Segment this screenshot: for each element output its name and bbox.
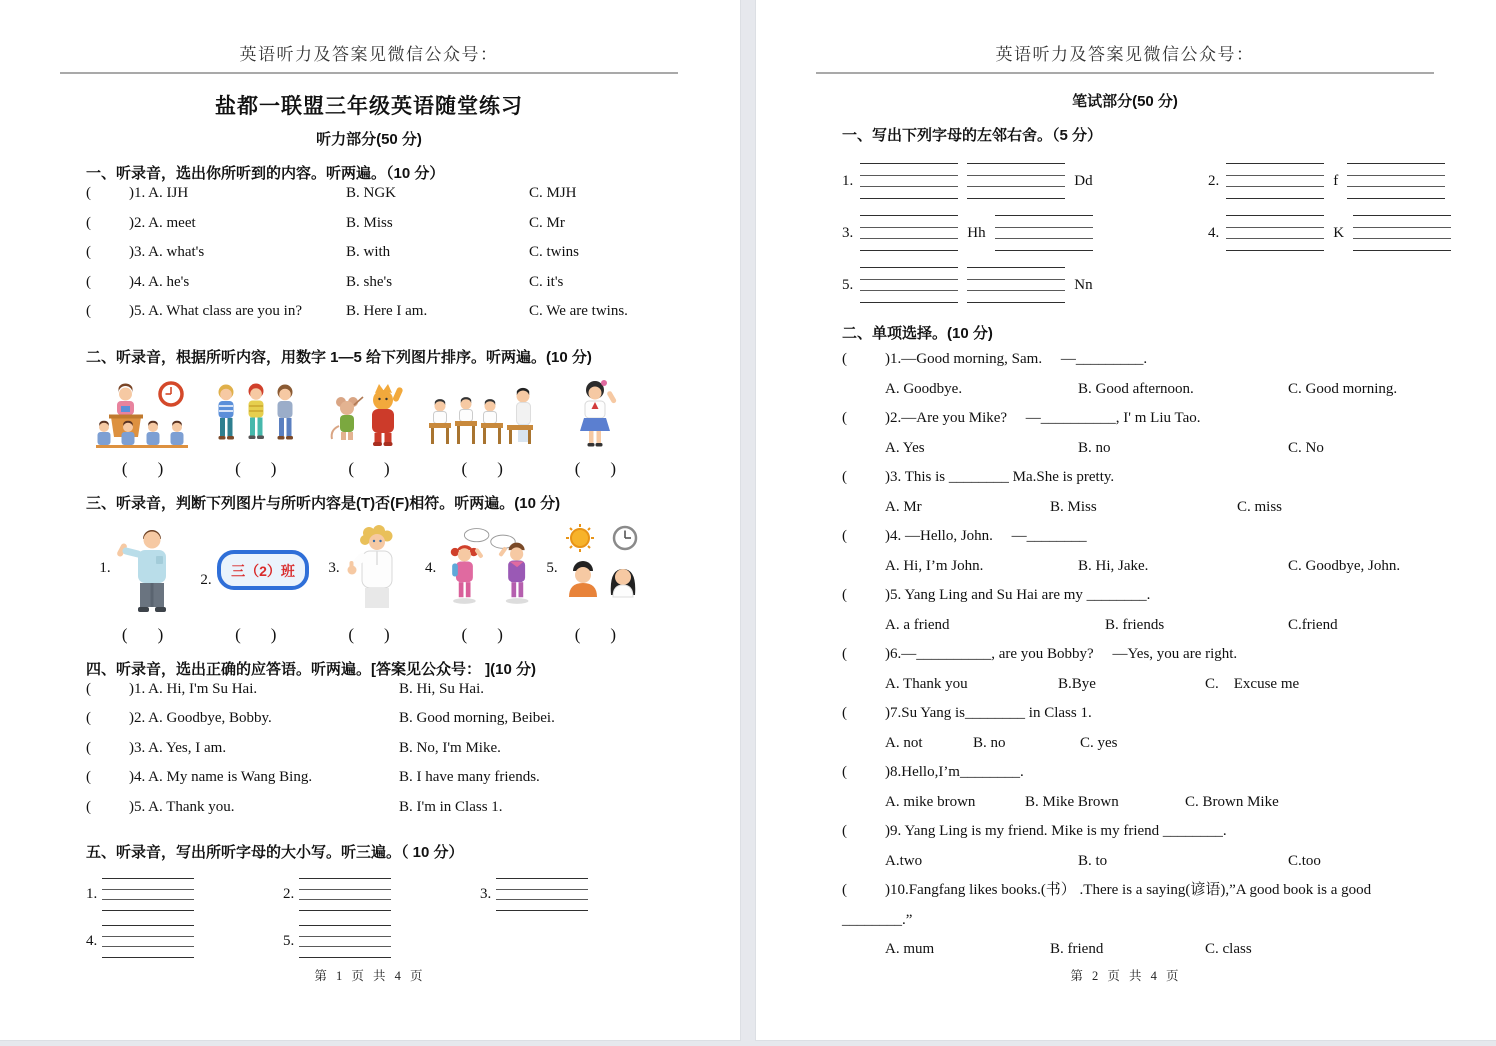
answer-paren: ( (842, 705, 847, 721)
question-10 (842, 876, 1408, 935)
answer-paren: ( (842, 764, 847, 780)
class-3-2-sign (215, 547, 311, 593)
s4-item-3 (86, 740, 652, 770)
four-line-staff (967, 267, 1065, 303)
sun-icon (571, 529, 589, 547)
answer-blank: ( ) (461, 458, 503, 478)
writing-blank-4: 4. (86, 925, 283, 958)
option-a: )2. A. meet (129, 214, 196, 231)
answer-blank: ( ) (574, 624, 617, 644)
option-b: B. to (1078, 852, 1108, 869)
question-stem: )4. —Hello, John. —________ (885, 528, 1087, 544)
option-b: B. Miss (346, 214, 393, 231)
page-2-footer: 第 2 页 共 4 页 (1070, 969, 1182, 983)
option-a: A. Goodbye. (885, 380, 963, 397)
s1-item-2 (86, 215, 652, 245)
s4-item-5 (86, 799, 652, 829)
option-a: A. mike brown (885, 793, 976, 810)
three-kids-illustration (208, 379, 304, 449)
letter-label: Hh (967, 224, 986, 241)
page-header-note: 英语听力及答案见微信公众号： (239, 45, 499, 64)
page-2-content (756, 40, 1496, 965)
header-rule (816, 72, 1434, 74)
option-c: C.friend (1288, 616, 1338, 633)
mouse-cat-illustration (321, 379, 417, 449)
option-b: B. no (1078, 439, 1111, 456)
answer-blank: ( ) (348, 458, 390, 478)
option-b: B. friend (1050, 941, 1104, 957)
option-a: A. a friend (885, 616, 950, 633)
four-line-staff (860, 267, 958, 303)
letter-label: Dd (1074, 172, 1093, 189)
four-line-staff (967, 163, 1065, 199)
option-a: )5. A. Thank you. (129, 798, 235, 815)
question-3 (842, 463, 1408, 493)
question-stem: )6.—__________, are you Bobby? —Yes, you are right. (885, 646, 1238, 662)
four-line-staff (860, 215, 958, 251)
option-a: )5. A. What class are you in? (129, 303, 303, 319)
four-line-staff (299, 878, 391, 911)
letter-item-1: 1. Dd (842, 163, 1142, 199)
question-stem: )8.Hello,I’m________. (885, 764, 1024, 780)
question-stem: )3. This is ________ Ma.She is pretty. (885, 469, 1115, 485)
r-section-1-heading: 一、写出下列字母的左邻右舍。（5 分） (842, 127, 1103, 144)
question-9 (842, 817, 1408, 847)
answer-paren: ( (86, 303, 91, 319)
section-1-heading: 一、听录音，选出你所听到的内容。听两遍。（10 分） (86, 165, 445, 182)
man-waving-illustration (114, 523, 186, 615)
picture-number: 3. (328, 560, 340, 576)
answer-blank: ( ) (121, 458, 164, 478)
option-b: B. Miss (1050, 498, 1097, 515)
option-c: C. it's (529, 273, 564, 290)
option-c: C. yes (1080, 734, 1118, 751)
answer-paren: ( (86, 273, 91, 290)
answer-paren: ( (86, 798, 91, 815)
question-stem: )5. Yang Ling and Su Hai are my ________. (885, 587, 1151, 603)
four-line-staff (299, 925, 391, 958)
picture-class-sign (199, 547, 312, 615)
r-section-2-heading: 二、单项选择。(10 分) (842, 325, 993, 342)
question-8 (842, 758, 1408, 788)
s5-writing-row-1 (86, 878, 652, 911)
option-b: B. no (973, 734, 1006, 751)
section-3-heading: 三、听录音，判断下列图片与所听内容是(T)否(F)相符。听两遍。(10 分) (86, 494, 561, 512)
option-c: C. miss (1237, 498, 1283, 515)
option-a: )3. A. what's (129, 244, 205, 260)
answer-paren: ( (86, 710, 91, 726)
s5-writing-row-2 (86, 925, 652, 958)
writing-blank-5: 5. (283, 925, 480, 958)
option-c: C. No (1288, 439, 1324, 456)
answer-paren: ( (842, 882, 847, 898)
letter-item-3: 3. Hh (842, 215, 1142, 251)
four-line-staff (860, 163, 958, 199)
s3-answer-parens (86, 625, 652, 645)
answer-paren: ( (842, 823, 847, 839)
picture-number: 5. (546, 560, 558, 576)
page-1-content (0, 40, 740, 958)
question-6 (842, 640, 1408, 670)
picture-girl-waving (539, 377, 652, 449)
s4-item-1 (86, 681, 652, 711)
answer-paren: ( (86, 185, 91, 201)
answer-paren: ( (842, 587, 847, 603)
question-2-options (842, 434, 1408, 464)
listening-part-title: 听力部分(50 分) (316, 131, 422, 148)
page-header-note: 英语听力及答案见微信公众号： (995, 45, 1255, 64)
s1-item-4 (86, 274, 652, 304)
answer-paren: ( (86, 680, 91, 697)
option-c: C. Mr (529, 214, 565, 231)
letter-label: Nn (1074, 276, 1093, 293)
question-stem: )1.—Good morning, Sam. —_________. (885, 351, 1148, 367)
letters-row-1 (842, 163, 1408, 199)
option-a: A. Thank you (885, 675, 968, 692)
option-b: B.Bye (1058, 675, 1096, 692)
four-line-staff (102, 878, 194, 911)
option-c: C. twins (529, 244, 580, 260)
option-b: B. Mike Brown (1025, 793, 1119, 810)
picture-mouse-and-cat (312, 379, 425, 449)
s2-answer-parens (86, 459, 652, 479)
question-3-options (842, 493, 1408, 523)
sun-clock-kids-illustration (561, 523, 645, 615)
option-c: C. MJH (529, 185, 577, 201)
section-5-heading: 五、听录音，写出所听字母的大小写。听三遍。（ 10 分） (86, 844, 464, 861)
option-b: B. friends (1105, 616, 1165, 633)
writing-blank-1: 1. (86, 878, 283, 911)
letter-item-5: 5. Nn (842, 267, 1142, 303)
picture-sun-clock-kids (539, 523, 652, 615)
answer-blank: ( ) (121, 624, 164, 644)
page-1 (0, 0, 740, 1040)
two-kids-greeting-illustration (439, 523, 539, 615)
option-a: )1. A. Hi, I'm Su Hai. (129, 680, 258, 697)
boy-thumbs-up-illustration (343, 523, 409, 615)
s1-item-5 (86, 303, 652, 333)
classroom-desks-illustration (427, 379, 537, 449)
answer-paren: ( (842, 528, 847, 544)
option-a: A. mum (885, 941, 935, 957)
option-c: C.too (1288, 852, 1321, 869)
picture-students-at-desks-with-teacher (426, 379, 539, 449)
page-2 (756, 0, 1496, 1040)
section-4-heading: 四、听录音，选出正确的应答语。听两遍。[答案见公众号： ](10 分) (86, 660, 537, 678)
option-a: A.two (885, 852, 923, 869)
option-b: B. I'm in Class 1. (399, 798, 503, 815)
option-b: B. Good morning, Beibei. (399, 710, 555, 726)
question-stem: )7.Su Yang is________ in Class 1. (885, 705, 1092, 721)
answer-paren: ( (86, 214, 91, 231)
letter-label: K (1333, 224, 1345, 241)
s1-item-1 (86, 185, 652, 215)
answer-paren: ( (842, 410, 847, 426)
four-line-staff (102, 925, 194, 958)
section-2-heading: 二、听录音，根据所听内容，用数字 1—5 给下列图片排序。听两遍。(10 分) (86, 348, 592, 366)
answer-blank: ( ) (348, 624, 390, 644)
picture-number: 2. (200, 572, 212, 588)
four-line-staff (1353, 215, 1451, 251)
answer-blank: ( ) (235, 624, 277, 644)
option-a: )4. A. My name is Wang Bing. (129, 769, 313, 785)
question-5 (842, 581, 1408, 611)
option-c: C. We are twins. (529, 303, 628, 319)
question-7-options (842, 729, 1408, 759)
girl-waving-illustration (564, 377, 626, 449)
header-rule (60, 72, 678, 74)
option-b: B. Hi, Su Hai. (399, 680, 485, 697)
answer-blank: ( ) (235, 458, 277, 478)
question-1-options (842, 375, 1408, 405)
option-b: B. with (346, 244, 391, 260)
class-sign-text: 三（2）班 (230, 562, 295, 579)
question-stem: )10.Fangfang likes books.(书） .There is a saying(谚语),”A good book is a good ________.” (842, 882, 1372, 928)
four-line-staff (496, 878, 588, 911)
picture-three-children-talking (199, 379, 312, 449)
s4-item-4 (86, 769, 652, 799)
option-c: C. Brown Mike (1185, 793, 1279, 810)
written-part-title: 笔试部分(50 分) (1072, 93, 1178, 110)
answer-paren: ( (86, 769, 91, 785)
letter-item-4: 4. K (1208, 215, 1460, 251)
answer-paren: ( (86, 244, 91, 260)
question-2 (842, 404, 1408, 434)
option-a: )3. A. Yes, I am. (129, 739, 227, 756)
four-line-staff (1347, 163, 1445, 199)
s3-picture-row (86, 523, 652, 615)
four-line-staff (1226, 163, 1324, 199)
question-stem: )2.—Are you Mike? —__________, I' m Liu Tao. (885, 410, 1201, 426)
question-10-options (842, 935, 1408, 965)
four-line-staff (1226, 215, 1324, 251)
option-c: C. Excuse me (1205, 675, 1300, 692)
option-a: A. Hi, I’m John. (885, 557, 984, 574)
four-line-staff (995, 215, 1093, 251)
answer-paren: ( (842, 469, 847, 485)
question-5-options (842, 611, 1408, 641)
option-c: C. Goodbye, John. (1288, 557, 1401, 574)
s1-item-3 (86, 244, 652, 274)
option-b: B. No, I'm Mike. (399, 739, 501, 756)
question-4 (842, 522, 1408, 552)
s2-picture-row (86, 377, 652, 449)
letters-row-2 (842, 215, 1408, 251)
answer-paren: ( (842, 351, 847, 367)
option-a: )2. A. Goodbye, Bobby. (129, 710, 272, 726)
question-1 (842, 345, 1408, 375)
teacher-lecture-illustration (95, 379, 191, 449)
picture-teacher-lecturing-class (86, 379, 199, 449)
writing-blank-3: 3. (480, 878, 588, 911)
page-title: 盐都一联盟三年级英语随堂练习 (215, 95, 523, 118)
option-b: B. I have many friends. (399, 769, 540, 785)
answer-paren: ( (86, 739, 91, 756)
question-9-options (842, 847, 1408, 877)
option-b: B. Good afternoon. (1078, 380, 1194, 397)
answer-blank: ( ) (461, 624, 503, 644)
question-7 (842, 699, 1408, 729)
option-a: A. Yes (885, 439, 925, 456)
question-6-options (842, 670, 1408, 700)
picture-boy-thumbs-up (312, 523, 425, 615)
option-a: A. Mr (885, 498, 922, 515)
option-b: B. Here I am. (346, 303, 428, 319)
option-a: )1. A. IJH (129, 185, 189, 201)
question-stem: )9. Yang Ling is my friend. Mike is my friend ________. (885, 823, 1227, 839)
letter-item-2: 2. f (1208, 163, 1454, 199)
page-1-footer: 第 1 页 共 4 页 (314, 969, 426, 983)
option-b: B. Hi, Jake. (1078, 557, 1149, 574)
question-4-options (842, 552, 1408, 582)
answer-blank: ( ) (574, 458, 617, 478)
option-a: A. not (885, 734, 923, 751)
option-b: B. she's (346, 273, 393, 290)
picture-two-kids-greeting (425, 523, 539, 615)
s4-item-2 (86, 710, 652, 740)
option-b: B. NGK (346, 185, 397, 201)
option-c: C. class (1205, 941, 1252, 957)
picture-man-waving (86, 523, 199, 615)
answer-paren: ( (842, 646, 847, 662)
question-8-options (842, 788, 1408, 818)
option-c: C. Good morning. (1288, 380, 1398, 397)
picture-number: 4. (425, 560, 437, 576)
letters-row-3 (842, 267, 1408, 303)
picture-number: 1. (99, 560, 111, 576)
letter-label: f (1333, 172, 1339, 189)
option-a: )4. A. he's (129, 273, 190, 290)
writing-blank-2: 2. (283, 878, 480, 911)
